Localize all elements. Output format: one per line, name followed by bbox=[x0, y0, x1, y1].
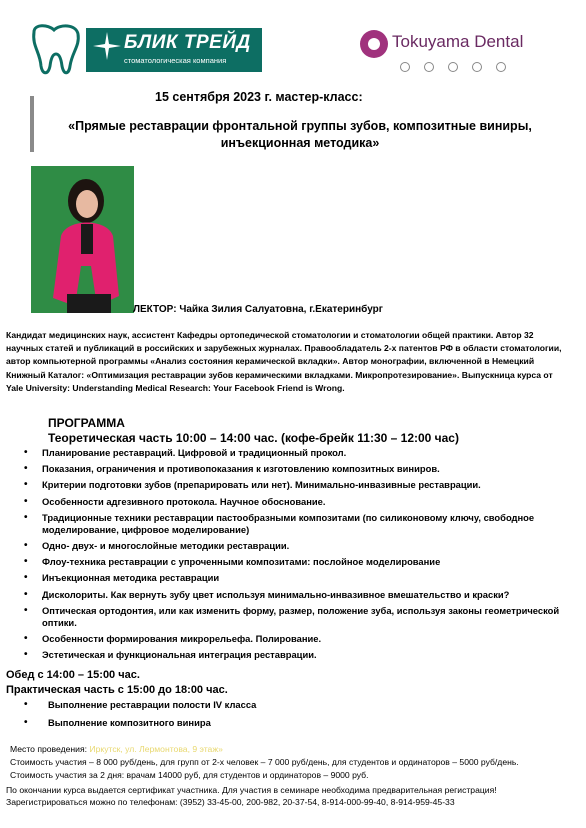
venue-label: Место проведения: bbox=[10, 744, 90, 754]
lunch-time: Обед с 14:00 – 15:00 час. bbox=[6, 669, 140, 681]
list-item: • Выполнение композитного винира bbox=[22, 717, 422, 729]
certificate-note: По окончании курса выдается сертификат участника. Для участия в семинаре необходима предварительная регистрация! bbox=[6, 785, 497, 795]
practice-list bbox=[22, 699, 422, 735]
lecturer-bio bbox=[6, 329, 582, 395]
circle-icon bbox=[472, 62, 482, 72]
tokuyama-mark-icon bbox=[360, 30, 388, 58]
list-item: • Особенности формирования микрорельефа. Полирование. bbox=[22, 633, 562, 645]
circle-icon bbox=[448, 62, 458, 72]
lecturer-illustration bbox=[31, 166, 134, 313]
bio-line: Yale University: Understanding Medical Research: Your Facebook Friend is Wrong. bbox=[6, 382, 345, 393]
list-item: • Одно- двух- и многослойные методики реставрации. bbox=[22, 540, 562, 552]
list-item: • Показания, ограничения и противопоказания к изготовлению композитных виниров. bbox=[22, 463, 562, 475]
circle-icon bbox=[424, 62, 434, 72]
bio-line: Книжный Каталог: «Оптимизация реставрации зубов керамическими вкладками. Микропротезирование». Выпускница курса от bbox=[6, 369, 553, 380]
list-item: • Оптическая ортодонтия, или как изменить форму, размер, положение зуба, используя законы геометрической оптики. bbox=[22, 605, 562, 629]
event-date: 15 сентября 2023 г. мастер-класс: bbox=[155, 90, 363, 104]
blik-trade-logo bbox=[26, 22, 251, 80]
circle-icon bbox=[400, 62, 410, 72]
logo-banner bbox=[86, 28, 262, 72]
list-item: • Эстетическая и функциональная интеграция реставрации. bbox=[22, 649, 562, 661]
cost-two-days: Стоимость участия за 2 дня: врачам 14000 руб, для студентов и ординаторов – 9000 руб. bbox=[10, 770, 369, 780]
event-title-line2: инъекционная методика» bbox=[220, 136, 380, 150]
cost-per-day: Стоимость участия – 8 000 руб/день, для групп от 2-х человек – 7 000 руб/день, для студентов и ординаторов – 5000 руб/день. bbox=[10, 757, 519, 767]
decorative-dots bbox=[400, 62, 506, 72]
circle-icon bbox=[496, 62, 506, 72]
list-item: • Критерии подготовки зубов (препарировать или нет). Минимально-инвазивные реставрации. bbox=[22, 479, 562, 491]
list-item: • Дисколориты. Как вернуть зубу цвет используя минимально-инвазивное вмешательство и краски? bbox=[22, 589, 562, 601]
venue-address: Иркутск, ул. Лермонтова, 9 этаж» bbox=[89, 744, 223, 754]
logo-title: БЛИК ТРЕЙД bbox=[124, 32, 251, 53]
list-item: • Инъекционная методика реставрации bbox=[22, 572, 562, 584]
theory-heading: Теоретическая часть 10:00 – 14:00 час. (кофе-брейк 11:30 – 12:00 час) bbox=[48, 431, 459, 445]
event-title bbox=[40, 118, 560, 152]
tooth-logo-icon bbox=[26, 22, 86, 80]
practice-heading: Практическая часть с 15:00 до 18:00 час. bbox=[6, 684, 228, 696]
lecturer-photo bbox=[31, 166, 134, 313]
vertical-divider bbox=[30, 96, 34, 152]
venue bbox=[10, 744, 223, 754]
list-item: • Традиционные техники реставрации пастообразными композитами (по силиконовому ключу, свободное моделирование, цифровое моделирование) bbox=[22, 512, 562, 536]
bio-line: Кандидат медицинских наук, ассистент Кафедры ортопедической стоматологии и стоматологии общей практики. Автор 32 bbox=[6, 330, 534, 340]
event-title-line1: «Прямые реставрации фронтальной группы зубов, композитные виниры, bbox=[68, 119, 532, 133]
tokuyama-name: Tokuyama Dental bbox=[392, 32, 524, 51]
lecturer-name: ЛЕКТОР: Чайка Зилия Салуатовна, г.Екатеринбург bbox=[133, 304, 383, 315]
bio-line: научных статей и публикаций в российских и зарубежных журналах. Правообладатель 2-х патентов РФ в области стоматологии, bbox=[6, 343, 562, 354]
sparkle-icon bbox=[92, 31, 122, 61]
bio-line: автор компьютерной программы «Анализ состояния керамической вкладки». Автор монографии, включенной в Немецкий bbox=[6, 356, 535, 367]
theory-list bbox=[22, 447, 562, 665]
program-heading: ПРОГРАММА bbox=[48, 416, 125, 430]
list-item: • Выполнение реставрации полости IV класса bbox=[22, 699, 422, 711]
tokuyama-logo bbox=[360, 26, 540, 82]
list-item: • Особенности адгезивного протокола. Научное обоснование. bbox=[22, 496, 562, 508]
registration-phones: Зарегистрироваться можно по телефонам: (3952) 33-45-00, 200-982, 20-37-54, 8-914-000-99-40, 8-914-959-45-33 bbox=[6, 797, 455, 807]
logo-tagline: стоматологическая компания bbox=[124, 56, 227, 65]
list-item: • Флоу-техника реставрации с упроченными композитами: послойное моделирование bbox=[22, 556, 562, 568]
list-item: • Планирование реставраций. Цифровой и традиционный прокол. bbox=[22, 447, 562, 459]
